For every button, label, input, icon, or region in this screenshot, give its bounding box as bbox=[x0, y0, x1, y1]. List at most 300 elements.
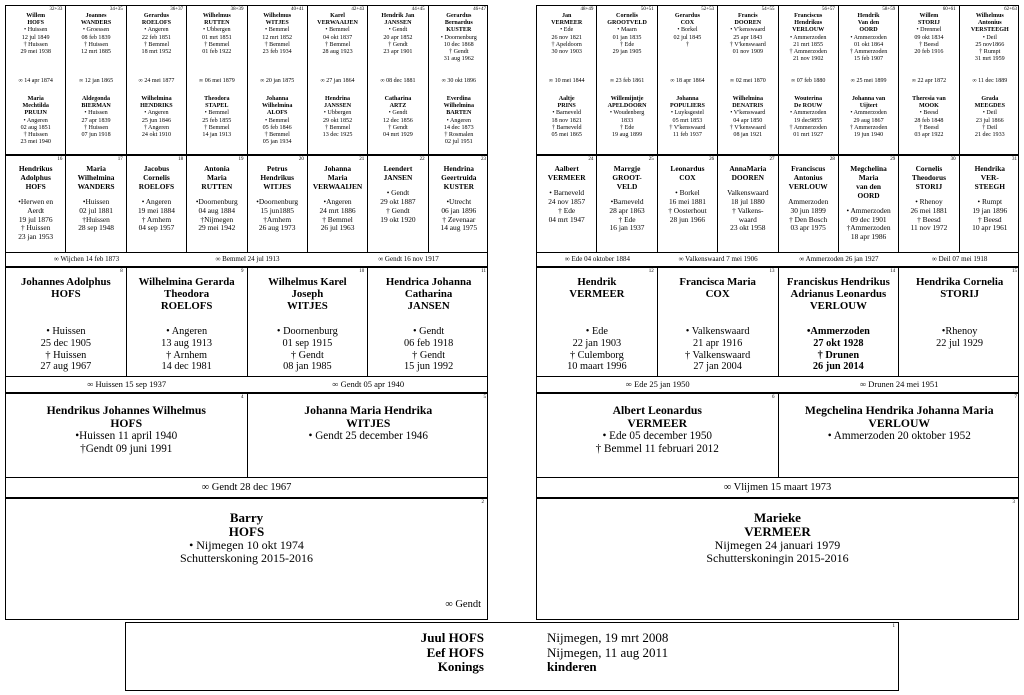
person-events: • Doornenburg bbox=[276, 326, 338, 337]
person-name: VERWAAIJEN bbox=[317, 20, 358, 27]
person-events: 01 mrt 1927 bbox=[793, 132, 824, 139]
gen4-divider bbox=[6, 252, 487, 253]
person-name: STORIJ bbox=[917, 20, 940, 27]
person-name: VERSTEEGH bbox=[970, 27, 1009, 34]
person-name: Wilhelmina bbox=[77, 172, 115, 182]
ahnen-number: 1 bbox=[892, 624, 895, 629]
person-events: • Ede 05 december 1950 bbox=[602, 430, 713, 442]
gen4-person bbox=[308, 156, 368, 252]
ahnen-number: 18 bbox=[178, 157, 184, 162]
person-name: DOOREN bbox=[731, 172, 765, 182]
person-name: WANDERS bbox=[77, 181, 115, 191]
person-name: MEEGDES bbox=[974, 103, 1006, 110]
person-events: 28 jun 1966 bbox=[669, 214, 706, 224]
person-events: • Borkel bbox=[675, 187, 700, 197]
person-name: Hendrik Jan bbox=[381, 13, 415, 19]
person-events: • Ede bbox=[585, 326, 608, 337]
ahnen-number: 9 bbox=[241, 269, 244, 274]
person-events: 22 jan 1903 bbox=[572, 337, 622, 349]
person-events: 26 jun 2014 bbox=[812, 361, 864, 373]
marriage-label: ∞ Gendt 16 nov 1917 bbox=[378, 255, 439, 263]
person-events: †Arnhem bbox=[263, 214, 292, 224]
person-events: 15 feb 1907 bbox=[854, 56, 884, 63]
spacer bbox=[779, 312, 899, 326]
gen4-person-text bbox=[779, 165, 838, 233]
person-events: 29 jan 1905 bbox=[612, 49, 642, 56]
person-events: † Deil bbox=[982, 124, 998, 131]
person-name: Adrianus Leonardus bbox=[790, 288, 887, 300]
gen5-person-top bbox=[6, 13, 65, 56]
person-events: 19 mei 1884 bbox=[137, 205, 175, 215]
gen3-person-text bbox=[127, 276, 247, 373]
ahnen-number: 13 bbox=[769, 269, 775, 274]
gen4-person bbox=[537, 156, 597, 252]
person-events: •Angeren bbox=[323, 196, 352, 206]
person-events: 16 mei 1881 bbox=[668, 196, 706, 206]
person-name: Hendrikus bbox=[18, 164, 53, 173]
person-events: • Ammerzoden bbox=[846, 205, 891, 215]
person-events: 05 mrt 1853 bbox=[672, 117, 703, 124]
person-name: Cornelis bbox=[143, 172, 170, 182]
gen3-block bbox=[536, 267, 1019, 393]
person-name: OORD bbox=[857, 190, 880, 200]
gen4-person-text bbox=[368, 165, 427, 224]
ahnen-number: 14 bbox=[890, 269, 896, 274]
gen3-person-text bbox=[779, 276, 899, 373]
person-name: Aaltje bbox=[558, 96, 575, 102]
person-events: • Angeren bbox=[446, 117, 471, 124]
person-name: ARTZ bbox=[389, 103, 407, 110]
person-events: 20 feb 1916 bbox=[914, 49, 944, 56]
child-line: Eef HOFS bbox=[426, 644, 484, 660]
person-events: 12 jul 1849 bbox=[21, 34, 50, 41]
gen2-person bbox=[537, 394, 779, 477]
person-name: Adolphus bbox=[20, 172, 51, 182]
person-events: • Barneveld bbox=[549, 187, 585, 197]
person-events: • Bemmel bbox=[204, 110, 229, 117]
person-events: 19 okt 1920 bbox=[380, 214, 416, 224]
person-events: 08 jan 1985 bbox=[283, 361, 332, 373]
person-events: 19 dec9855 bbox=[794, 117, 823, 124]
gen5-couple bbox=[66, 6, 126, 154]
person-name: Joannes bbox=[85, 13, 107, 19]
gen5-person-top bbox=[839, 13, 898, 63]
gen5-person-bottom bbox=[308, 96, 367, 139]
person-events: † Den Bosch bbox=[789, 214, 828, 224]
marriage-label: ∞ 30 okt 1896 bbox=[441, 78, 477, 84]
person-events: • Beesd bbox=[919, 110, 939, 117]
gen5-person-top bbox=[597, 13, 656, 56]
person-name: VERMEER bbox=[744, 524, 811, 539]
person-events: 02 aug 1851 bbox=[20, 124, 51, 131]
gen3-person-text bbox=[248, 276, 368, 373]
person-events: 09 dec 1901 bbox=[850, 214, 887, 224]
person-name: Hendrik bbox=[857, 13, 880, 19]
person-name: HENDRIKS bbox=[140, 103, 173, 110]
person-name: Francisca Maria bbox=[679, 276, 756, 288]
gen4-person bbox=[597, 156, 657, 252]
person-events: • Gendt bbox=[388, 27, 408, 34]
person-events: † Rosmalen bbox=[444, 132, 474, 139]
person-name: VERLOUW bbox=[788, 181, 828, 191]
person-events: • Ubbergen bbox=[203, 27, 231, 34]
gen4-person bbox=[779, 156, 839, 252]
ahnen-number: 4 bbox=[241, 395, 244, 400]
person-name: Hendrina bbox=[443, 164, 474, 173]
marriage-label: ∞ Ammerzoden 26 jan 1927 bbox=[799, 255, 879, 263]
person-events: † Huissen bbox=[23, 41, 48, 48]
person-events: 08 jan 1921 bbox=[733, 132, 763, 139]
person-events: † Oosterhout bbox=[668, 205, 707, 215]
marriage-label: ∞ 07 feb 1880 bbox=[790, 78, 826, 84]
gen4-person bbox=[66, 156, 126, 252]
gen5-couple bbox=[658, 6, 718, 154]
person-events: 18 jul 1880 bbox=[730, 196, 765, 206]
gen5-couple bbox=[248, 6, 308, 154]
person-events: 24 nov 1857 bbox=[548, 196, 586, 206]
person-events: † Bemmel bbox=[324, 124, 351, 131]
person-events: 01 jan 1835 bbox=[612, 34, 642, 41]
person-name: Wilhelmus bbox=[263, 13, 292, 19]
marriage-label: ∞ Vlijmen 15 maart 1973 bbox=[723, 482, 832, 493]
person-name: WITJES bbox=[265, 20, 289, 27]
person-name: ROELOFS bbox=[160, 300, 213, 312]
person-events: 11 feb 1937 bbox=[672, 132, 702, 139]
person-events: † Ede bbox=[620, 124, 635, 131]
person-events: † Rumpt bbox=[979, 49, 1001, 56]
person-events: † V'kenswaard bbox=[729, 41, 766, 48]
person-name: VERWAAIJEN bbox=[312, 181, 363, 191]
person-name: Hendrica Johanna bbox=[385, 276, 472, 288]
person-name: HOFS bbox=[25, 181, 46, 191]
ahnen-number: 50+51 bbox=[640, 7, 654, 12]
ahnen-number: 26 bbox=[709, 157, 715, 162]
person-events: † Valkenswaard bbox=[684, 349, 751, 361]
gen4-person-text bbox=[187, 165, 246, 233]
person-events: 03 apr 1922 bbox=[914, 132, 944, 139]
gen5-person-bottom bbox=[429, 96, 489, 146]
person-name: Barry bbox=[229, 510, 264, 525]
person-events: 25 jun 1846 bbox=[141, 117, 171, 124]
gen5-person-bottom bbox=[6, 96, 65, 146]
person-name: Uijtert bbox=[859, 103, 878, 110]
person-events: 01 okt 1864 bbox=[854, 41, 884, 48]
person-events: † Huissen bbox=[83, 124, 109, 131]
person-events: † Huissen bbox=[45, 349, 87, 361]
person-events: 27 okt 1928 bbox=[813, 337, 864, 349]
child-line: Juul HOFS bbox=[420, 630, 484, 645]
person-name: HOFS bbox=[51, 288, 81, 300]
gen4-person bbox=[368, 156, 428, 252]
person-name: Albert Leonardus bbox=[612, 404, 702, 417]
person-name: Hendrika Cornelia bbox=[915, 276, 1004, 288]
person-events: 22 feb 1851 bbox=[141, 34, 171, 41]
gen4-block bbox=[5, 155, 488, 267]
gen4-person bbox=[248, 156, 308, 252]
person-events: 01 mrt 1851 bbox=[201, 34, 232, 41]
person-name: Gerardus bbox=[446, 13, 472, 19]
person-events: 05 mei 1865 bbox=[551, 132, 582, 139]
person-name: Maria bbox=[86, 164, 106, 173]
person-events: 09 okt 1834 bbox=[914, 34, 944, 41]
person-name: VERMEER bbox=[551, 20, 583, 27]
person-events: • Barneveld bbox=[552, 110, 582, 117]
gen4-person bbox=[960, 156, 1020, 252]
person-name: VELD bbox=[616, 181, 638, 191]
marriage-label: ∞ Deil 07 mei 1918 bbox=[931, 255, 988, 263]
gen2-divider bbox=[6, 477, 487, 478]
gen4-person bbox=[899, 156, 959, 252]
gen5-couple bbox=[718, 6, 778, 154]
person-name: VERLOUW bbox=[809, 300, 867, 312]
gen5-couple bbox=[187, 6, 247, 154]
gen2-person bbox=[248, 394, 490, 477]
person-events: 26 jul 1963 bbox=[320, 223, 355, 233]
person-name: Maria bbox=[858, 172, 879, 182]
marriage-label: ∞ 11 dec 1889 bbox=[972, 78, 1008, 84]
person-events: 18 apr 1986 bbox=[850, 232, 887, 242]
gen4-person bbox=[429, 156, 489, 252]
marriage-label: ∞ 24 mei 1877 bbox=[138, 78, 175, 84]
person-name: Megchelina bbox=[850, 164, 887, 173]
gen4-person-text bbox=[429, 165, 489, 233]
person-events: † Bemmel 11 februari 2012 bbox=[595, 442, 719, 455]
gen3-person bbox=[658, 268, 779, 376]
person-name: Karel bbox=[330, 13, 345, 19]
ahnen-number: 27 bbox=[769, 157, 775, 162]
gen4-person-text bbox=[6, 165, 65, 242]
person-name: BIERMAN bbox=[81, 103, 111, 110]
person-events: † V'kenswaard bbox=[669, 124, 706, 131]
person-events: 27 aug 1967 bbox=[40, 361, 92, 373]
person-events: 27 jan 2004 bbox=[693, 361, 742, 373]
marriage-label: ∞ Drunen 24 mei 1951 bbox=[860, 379, 939, 389]
ahnen-number: 22 bbox=[419, 157, 425, 162]
person-name: Francis bbox=[737, 13, 758, 19]
person-events: 20 apr 1852 bbox=[383, 34, 413, 41]
marriage-label: ∞ Gendt 05 apr 1940 bbox=[332, 379, 405, 389]
marriage-label: ∞ 06 mei 1879 bbox=[198, 78, 235, 84]
person-events: Nijmegen 24 januari 1979 bbox=[714, 538, 841, 552]
gen4-person-text bbox=[718, 165, 777, 233]
person-events: 25 nov1866 bbox=[975, 41, 1005, 48]
person-events: 29 okt 1852 bbox=[323, 117, 353, 124]
gen2-person-text bbox=[248, 404, 490, 443]
person-events: † Apeldoorn bbox=[551, 41, 582, 48]
person-events: • Bemmel bbox=[325, 27, 350, 34]
person-name: Marieke bbox=[754, 510, 801, 525]
gen5-couple bbox=[839, 6, 899, 154]
person-name: GROOTVELD bbox=[607, 20, 647, 27]
ahnen-number: 44+45 bbox=[411, 7, 425, 12]
person-name: JANSEN bbox=[383, 172, 413, 182]
person-name: Hendrina bbox=[325, 96, 351, 102]
ahnen-number: 31 bbox=[1012, 157, 1017, 162]
person-events: • Drenmel bbox=[916, 27, 942, 34]
gen4-person bbox=[658, 156, 718, 252]
person-events: 14 jan 1913 bbox=[202, 132, 232, 139]
person-name: VERMEER bbox=[569, 288, 625, 300]
person-name: Johanna bbox=[324, 164, 352, 173]
gen5-couple bbox=[960, 6, 1020, 154]
person-events: • Luyksgestel bbox=[670, 110, 704, 117]
gen5-person-top bbox=[429, 13, 489, 63]
gen2-divider bbox=[537, 477, 1018, 478]
ahnen-number: 5 bbox=[483, 395, 486, 400]
person-events: † Angeren bbox=[143, 124, 170, 131]
gen5-person-top bbox=[127, 13, 186, 56]
person-name: Franciscus bbox=[794, 13, 823, 19]
person-events: 27 apr 1839 bbox=[81, 117, 111, 124]
person-name: HOFS bbox=[27, 20, 44, 27]
person-events: † Ammerzoden bbox=[789, 124, 827, 131]
gen5-person-bottom bbox=[779, 96, 838, 139]
gen2-block bbox=[5, 393, 488, 498]
person-name: PRUIJN bbox=[24, 110, 47, 117]
gen4-person-text bbox=[899, 165, 958, 233]
person-events: † Gendt bbox=[386, 205, 410, 215]
gen5-block bbox=[536, 5, 1019, 155]
person-events: 23 jan 1953 bbox=[18, 232, 54, 242]
marriage-label: ∞ 27 jan 1864 bbox=[320, 78, 355, 84]
gen5-person-top bbox=[248, 13, 307, 56]
person-name: VERMEER bbox=[627, 417, 688, 430]
marriage-label: ∞ 23 feb 1861 bbox=[609, 78, 645, 84]
person-name: ROELOFS bbox=[138, 181, 175, 191]
person-events: 14 aug 1975 bbox=[440, 223, 478, 233]
gen3-person bbox=[368, 268, 489, 376]
person-events: † Huissen bbox=[23, 132, 48, 139]
ahnen-number: 30 bbox=[950, 157, 956, 162]
gen2-person-text bbox=[779, 404, 1021, 443]
person-name: Hendrikus Johannes Wilhelmus bbox=[46, 404, 206, 417]
gen5-person-bottom bbox=[66, 96, 125, 139]
gen5-person-top bbox=[66, 13, 125, 56]
person-events: 21 dec 1933 bbox=[974, 132, 1005, 139]
gen1-block bbox=[536, 498, 1019, 620]
person-name: Franciscus bbox=[791, 164, 826, 173]
person-events: 31 aug 1962 bbox=[443, 56, 474, 63]
gen1-block bbox=[5, 498, 488, 620]
marriage-label: ∞ Wijchen 14 feb 1873 bbox=[53, 255, 120, 263]
person-events: 28 aug 1923 bbox=[322, 49, 353, 56]
person-events: • Bemmel bbox=[265, 117, 290, 124]
person-events: 21 apr 1916 bbox=[693, 337, 743, 349]
gen3-person-text bbox=[368, 276, 489, 373]
person-events: 28 feb 1848 bbox=[914, 117, 944, 124]
person-events: 15 jun1885 bbox=[260, 205, 294, 215]
person-events: † Valkens- bbox=[732, 205, 764, 215]
person-events: 30 nov 1903 bbox=[551, 49, 582, 56]
person-name: Maria bbox=[27, 96, 44, 102]
person-name: Petrus bbox=[266, 164, 288, 173]
person-events: 19 jul 1876 bbox=[18, 214, 53, 224]
gen4-person bbox=[187, 156, 247, 252]
gen5-person-top bbox=[368, 13, 427, 56]
gen4-person bbox=[127, 156, 187, 252]
person-events: † Bemmel bbox=[204, 41, 230, 48]
person-name: Theodora bbox=[204, 96, 230, 102]
marriage-label: ∞ 08 dec 1881 bbox=[380, 78, 416, 84]
person-name: WITJES bbox=[263, 181, 292, 191]
person-name: Hendrik bbox=[577, 276, 617, 288]
person-events: 19 jan 1896 bbox=[972, 205, 1008, 215]
person-events: • Gendt bbox=[412, 326, 445, 337]
person-events: 19 jun 1940 bbox=[854, 132, 884, 139]
person-name: Theodorus bbox=[911, 172, 946, 182]
gen5-person-bottom bbox=[658, 96, 717, 139]
person-events: † Bemmel bbox=[264, 41, 290, 48]
spacer bbox=[368, 312, 489, 326]
ahnen-number: 58+59 bbox=[882, 7, 896, 12]
gen2-person-text bbox=[6, 404, 247, 456]
person-name: Jan bbox=[561, 13, 572, 19]
person-name: HOFS bbox=[228, 524, 265, 539]
person-events: 26 aug 1973 bbox=[258, 223, 296, 233]
person-events: • Huissen bbox=[46, 326, 86, 337]
person-name: AnnaMaria bbox=[729, 164, 767, 173]
person-events: • Angeren bbox=[144, 27, 169, 34]
person-events: •Doornenburg bbox=[256, 196, 299, 206]
person-name: Gerardus bbox=[143, 13, 169, 19]
person-events: † Gendt bbox=[388, 41, 408, 48]
person-name: Johanna van bbox=[851, 96, 886, 102]
person-name: Aldegonda bbox=[82, 96, 111, 102]
person-name: Gerardus bbox=[674, 13, 700, 19]
person-name: Catharina bbox=[384, 96, 412, 102]
person-name: KUSTER bbox=[446, 27, 472, 34]
person-name: Bernardus bbox=[444, 20, 473, 27]
person-name: Wilhelmina bbox=[141, 96, 172, 102]
person-events: † Gendt bbox=[412, 349, 446, 361]
person-events: • Ammerzoden bbox=[789, 110, 827, 117]
person-events: • Ede bbox=[560, 27, 574, 34]
person-events: 25 feb 1855 bbox=[202, 117, 232, 124]
gen5-person-top bbox=[718, 13, 777, 56]
person-events: 01 feb 1922 bbox=[202, 49, 232, 56]
person-name: STAPEL bbox=[205, 103, 229, 110]
gen3-person-text bbox=[537, 276, 657, 373]
gen1-person-text bbox=[6, 511, 487, 565]
ahnen-number: 38+39 bbox=[230, 7, 244, 12]
person-events: Aerdt bbox=[27, 205, 45, 215]
person-events: 28 sep 1948 bbox=[78, 223, 114, 233]
gen3-block bbox=[5, 267, 488, 393]
person-events: • Angeren bbox=[166, 326, 208, 337]
person-events: • Angeren bbox=[144, 110, 169, 117]
person-events: 12 dec 1856 bbox=[383, 117, 413, 124]
person-name: DENATRIS bbox=[732, 103, 764, 110]
person-events: † V'kenswaard bbox=[729, 124, 766, 131]
person-name: Antonius bbox=[793, 172, 823, 182]
person-events: • Angeren bbox=[141, 196, 172, 206]
person-events: 16 jan 1937 bbox=[609, 223, 645, 233]
person-name: Willem bbox=[919, 13, 939, 19]
person-name: Theresia van bbox=[912, 96, 946, 102]
person-events: † Bemmel bbox=[324, 41, 351, 48]
ahnen-number: 56+57 bbox=[822, 7, 835, 12]
person-name: RUTTEN bbox=[201, 181, 233, 191]
gen4-person-text bbox=[960, 165, 1020, 233]
person-events: 02 jul 1845 bbox=[673, 34, 702, 41]
person-name: Cornelis bbox=[915, 164, 943, 173]
person-events: † Gendt bbox=[449, 49, 469, 56]
person-events: • V'kenswaard bbox=[730, 27, 766, 34]
gen4-divider bbox=[537, 252, 1018, 253]
marriage-label: ∞ Gendt 28 dec 1967 bbox=[201, 482, 292, 493]
person-events: 23 apr 1901 bbox=[383, 49, 413, 56]
person-events: 06 jan 1896 bbox=[441, 205, 477, 215]
